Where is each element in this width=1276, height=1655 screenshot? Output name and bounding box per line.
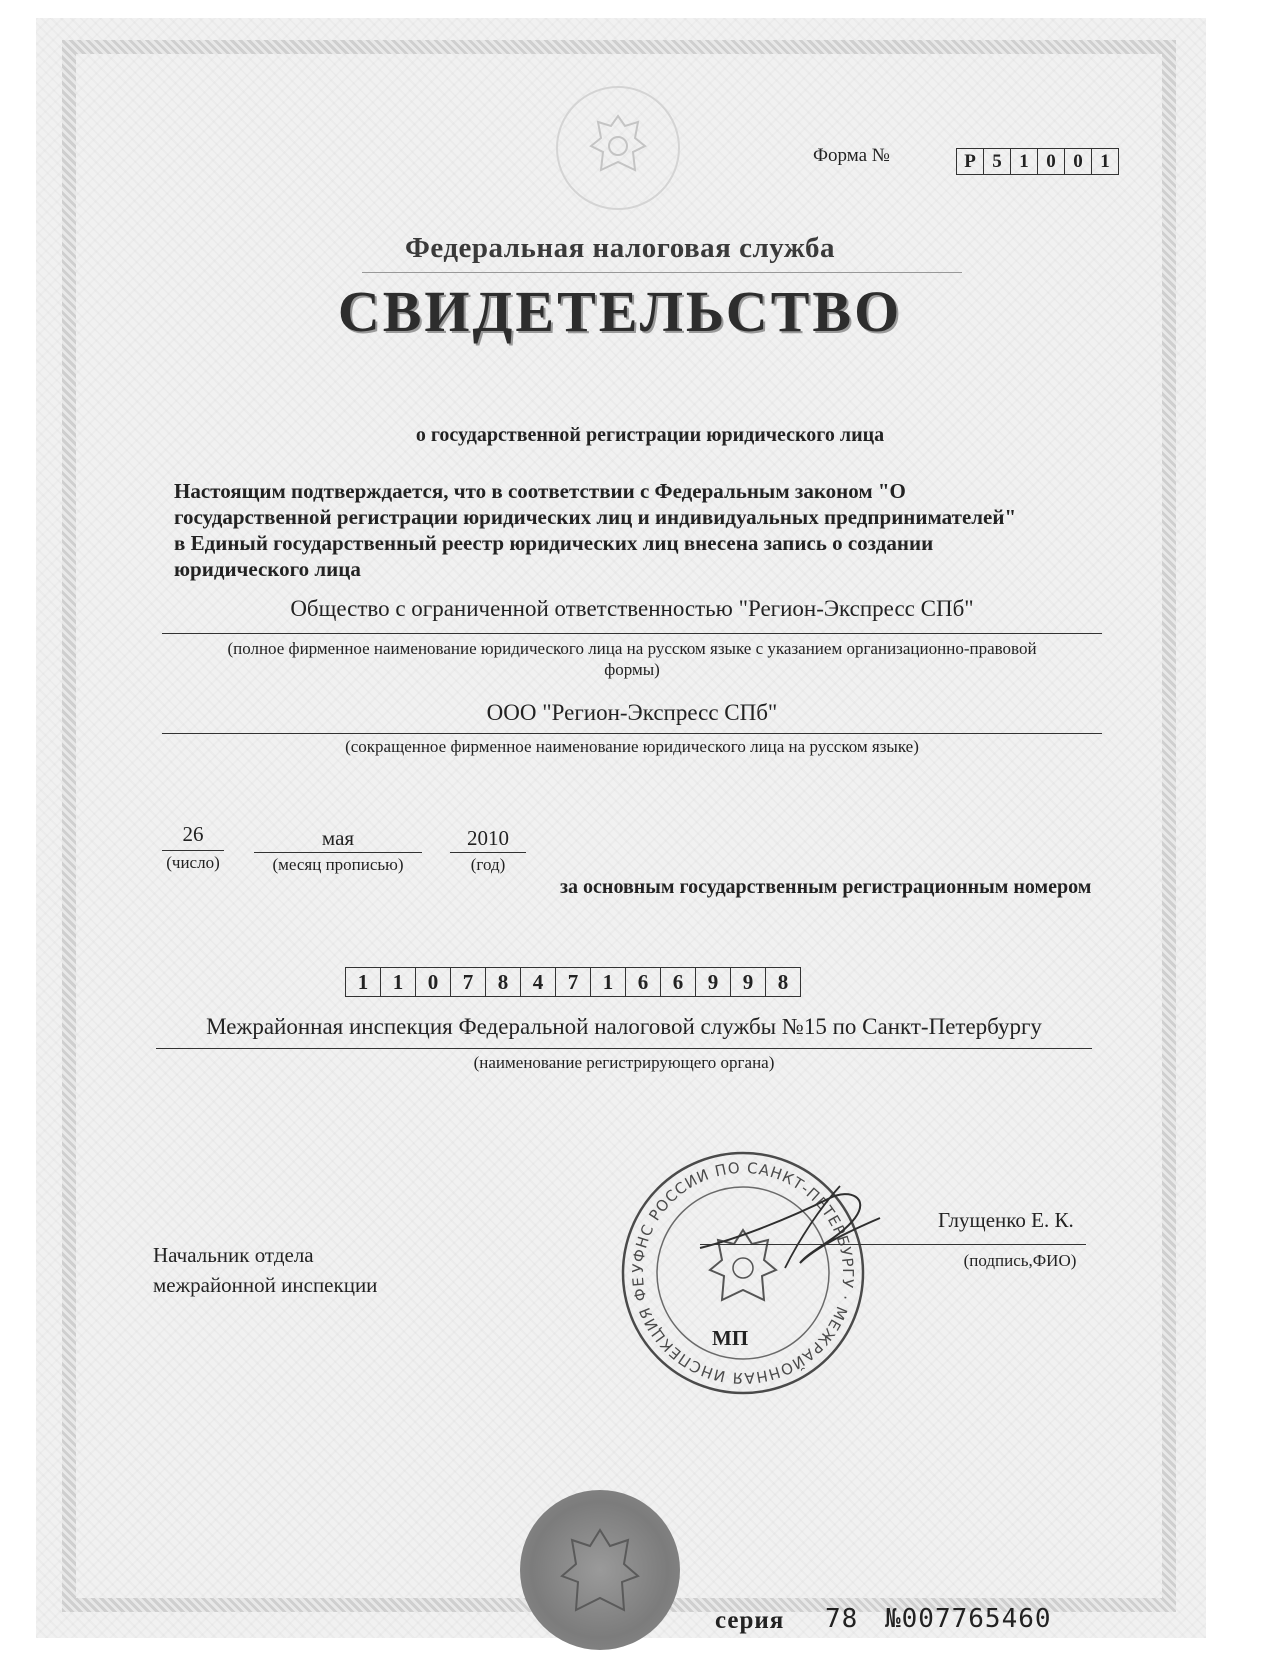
full-name-caption-line: формы) bbox=[604, 660, 660, 679]
ogrn-label: за основным государственным регистрационным номером bbox=[560, 876, 1092, 898]
short-name-caption: (сокращенное фирменное наименование юридического лица на русском языке) bbox=[345, 737, 919, 756]
authority-line bbox=[156, 1048, 1092, 1049]
full-name-caption bbox=[162, 638, 1102, 680]
reg-month-line bbox=[254, 852, 422, 853]
reg-month-caption: (месяц прописью) bbox=[272, 855, 404, 874]
ogrn-digit: 9 bbox=[696, 967, 731, 997]
intro-line: юридического лица bbox=[174, 557, 361, 581]
ogrn-digit: 9 bbox=[731, 967, 766, 997]
eagle-emblem-icon bbox=[520, 1490, 680, 1650]
series-label: серия bbox=[715, 1607, 785, 1634]
embossed-seal bbox=[520, 1490, 680, 1650]
document-subtitle: о государственной регистрации юридического лица bbox=[415, 424, 885, 446]
reg-month: мая bbox=[321, 826, 355, 850]
reg-year: 2010 bbox=[467, 826, 509, 850]
company-short-name: ООО "Регион-Экспресс СПб" bbox=[486, 700, 778, 725]
stamp-ring-text: УФНС РОССИИ ПО САНКТ-ПЕТЕРБУРГУ · МЕЖРАЙОННАЯ ИНСПЕКЦИЯ ФЕ bbox=[628, 1158, 858, 1388]
ogrn-digit: 1 bbox=[381, 967, 416, 997]
form-code-char: 5 bbox=[984, 148, 1011, 175]
position-line: межрайонной инспекции bbox=[153, 1273, 378, 1297]
authority-caption: (наименование регистрирующего органа) bbox=[473, 1053, 775, 1072]
form-number-boxes bbox=[956, 148, 1119, 175]
ogrn-digit: 8 bbox=[486, 967, 521, 997]
form-number-label: Форма № bbox=[813, 145, 890, 166]
agency-title: Федеральная налоговая служба bbox=[404, 232, 836, 264]
signatory-name: Глущенко Е. К. bbox=[938, 1208, 1074, 1232]
signatory-position bbox=[153, 1240, 377, 1300]
mp-label: МП bbox=[712, 1326, 749, 1350]
confirmation-paragraph bbox=[174, 478, 1164, 582]
series-value: 78 bbox=[825, 1604, 859, 1634]
full-name-line bbox=[162, 633, 1102, 634]
short-name-line bbox=[162, 733, 1102, 734]
company-full-name: Общество с ограниченной ответственностью "Регион-Экспресс СПб" bbox=[290, 596, 974, 621]
reg-day-line bbox=[162, 850, 224, 851]
ogrn-digit: 7 bbox=[451, 967, 486, 997]
reg-day-caption: (число) bbox=[166, 853, 220, 872]
form-code-char: 1 bbox=[1011, 148, 1038, 175]
form-code-char: Р bbox=[956, 148, 984, 175]
ogrn-digit: 1 bbox=[591, 967, 626, 997]
ogrn-digit: 6 bbox=[626, 967, 661, 997]
intro-line: Настоящим подтверждается, что в соответствии с Федеральным законом "О bbox=[174, 479, 906, 503]
position-line: Начальник отдела bbox=[153, 1243, 314, 1267]
ogrn-digit: 8 bbox=[766, 967, 801, 997]
ogrn-digit: 0 bbox=[416, 967, 451, 997]
ogrn-digit: 4 bbox=[521, 967, 556, 997]
reg-year-caption: (год) bbox=[470, 855, 506, 874]
document-title: СВИДЕТЕЛЬСТВО bbox=[337, 279, 903, 344]
certificate-number: №007765460 bbox=[885, 1604, 1052, 1634]
registering-authority: Межрайонная инспекция Федеральной налоговой службы №15 по Санкт-Петербургу bbox=[206, 1014, 1042, 1039]
ogrn-digit: 1 bbox=[345, 967, 381, 997]
reg-year-line bbox=[450, 852, 526, 853]
signature-line bbox=[700, 1244, 1086, 1245]
intro-line: государственной регистрации юридических лиц и индивидуальных предпринимателей" bbox=[174, 505, 1017, 529]
full-name-caption-line: (полное фирменное наименование юридического лица на русском языке с указанием организационно-правовой bbox=[227, 639, 1037, 658]
form-code-char: 0 bbox=[1065, 148, 1092, 175]
agency-underline bbox=[362, 272, 962, 273]
handwritten-signature bbox=[680, 1178, 910, 1288]
reg-day: 26 bbox=[182, 822, 204, 846]
ogrn-digit: 7 bbox=[556, 967, 591, 997]
intro-line: в Единый государственный реестр юридических лиц внесена запись о создании bbox=[174, 531, 934, 555]
emblem-watermark-icon bbox=[556, 86, 680, 210]
form-code-char: 0 bbox=[1038, 148, 1065, 175]
ogrn-digit: 6 bbox=[661, 967, 696, 997]
guilloche-border bbox=[62, 40, 1176, 1612]
ogrn-number-boxes bbox=[345, 967, 801, 997]
form-code-char: 1 bbox=[1092, 148, 1119, 175]
signature-caption: (подпись,ФИО) bbox=[963, 1251, 1077, 1270]
